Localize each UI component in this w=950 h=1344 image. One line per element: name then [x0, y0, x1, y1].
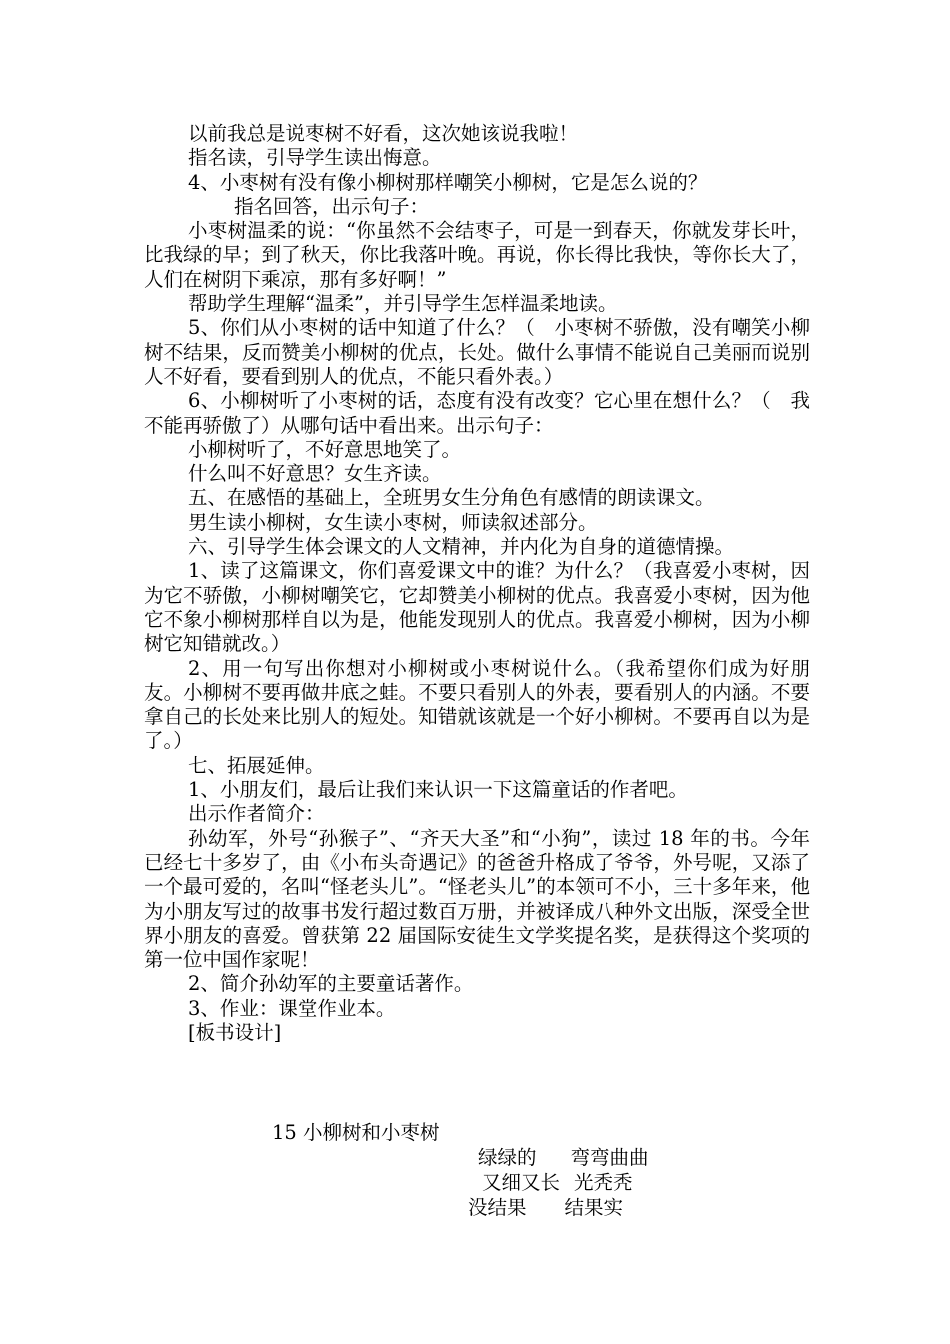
quoted-sentence: 小枣树温柔的说：“你虽然不会结枣子，可是一到春天，你就发芽长叶，比我绿的早；到了秋天，你比我落叶晚。再说，你长得比我快，等你长大了，人们在树阴下乘凉，那有多好啊！” [144, 219, 810, 291]
board-row-right: 结果实 [564, 1196, 624, 1219]
item-2: 2、简介孙幼军的主要童话著作。 [188, 972, 474, 996]
board-row-left: 没结果 [468, 1196, 527, 1219]
section-heading: 六、引导学生体会课文的人文精神，并内化为自身的道德情操。 [188, 535, 735, 559]
author-bio: 孙幼军，外号“孙猴子”、“齐天大圣”和“小狗”，读过 18 年的书。今年已经七十多岁了，由《小布头奇遇记》的爸爸升格成了爷爷，外号呢，又添了一个最可爱的，名叫“怪老头儿”。“怪老头儿”的本领可不小，三十多年来，他为小朋友写过的故事书发行超过数百万册，并被译成八种外文出版，深受全世界小朋友的喜爱。曾获第 22 届国际安徒生文学奖提名奖，是获得这个奖项的第一位中国作家呢！ [144, 826, 810, 972]
section-heading: 七、拓展延伸。 [188, 753, 325, 777]
paragraph: 以前我总是说枣树不好看，这次她该说我啦！ [188, 122, 579, 145]
paragraph: 指名回答，出示句子： [234, 194, 430, 218]
section-heading: 五、在感悟的基础上，全班男女生分角色有感情的朗读课文。 [188, 486, 715, 510]
lesson-body [144, 122, 810, 1045]
board-row-left: 绿绿的 [478, 1146, 537, 1169]
paragraph: 男生读小柳树，女生读小枣树，师读叙述部分。 [188, 510, 598, 534]
paragraph: 出示作者简介： [188, 802, 325, 826]
board-design-label: [板书设计] [188, 1020, 282, 1044]
board-row-left: 又细又长 [482, 1171, 561, 1194]
question-4: 4、小枣树有没有像小柳树那样嘲笑小柳树，它是怎么说的？ [188, 170, 708, 194]
item-1: 1、读了这篇课文，你们喜爱课文中的谁？为什么？（我喜爱小枣树，因为它不骄傲，小柳树嘲笑它，它却赞美小柳树的优点。我喜爱小枣树，因为他它不象小柳树那样自以为是，他能发现别人的优点。我喜爱小柳树，因为小柳树它知错就改。） [144, 559, 810, 656]
paragraph: 什么叫不好意思？女生齐读。 [188, 462, 442, 486]
question-6: 6、小柳树听了小枣树的话，态度有没有改变？它心里在想什么？（ 我不能再骄傲了）从哪句话中看出来。出示句子： [144, 389, 810, 437]
board-row [482, 1171, 633, 1195]
quoted-sentence: 小柳树听了，不好意思地笑了。 [188, 437, 462, 461]
item-3: 3、作业：课堂作业本。 [188, 996, 396, 1020]
board-row-right: 光秃秃 [574, 1171, 633, 1194]
board-row [468, 1196, 623, 1220]
paragraph: 帮助学生理解“温柔”，并引导学生怎样温柔地读。 [188, 292, 618, 316]
board-row-right: 弯弯曲曲 [570, 1146, 649, 1169]
board-row [478, 1146, 649, 1170]
paragraph: 指名读，引导学生读出悔意。 [188, 146, 442, 170]
board-title: 15 小柳树和小枣树 [272, 1121, 440, 1144]
item-2: 2、用一句写出你想对小柳树或小枣树说什么。（我希望你们成为好朋友。小柳树不要再做井底之蛙。不要只看别人的外表，要看别人的内涵。不要拿自己的长处来比别人的短处。知错就该就是一个好小柳树。不要再自以为是了。） [144, 656, 810, 753]
item-1: 1、小朋友们，最后让我们来认识一下这篇童话的作者吧。 [188, 778, 688, 802]
question-5: 5、你们从小枣树的话中知道了什么？（ 小枣树不骄傲，没有嘲笑小柳树不结果，反而赞美小柳树的优点，长处。做什么事情不能说自己美丽而说别人不好看，要看到别人的优点，不能只看外表。） [144, 316, 810, 388]
